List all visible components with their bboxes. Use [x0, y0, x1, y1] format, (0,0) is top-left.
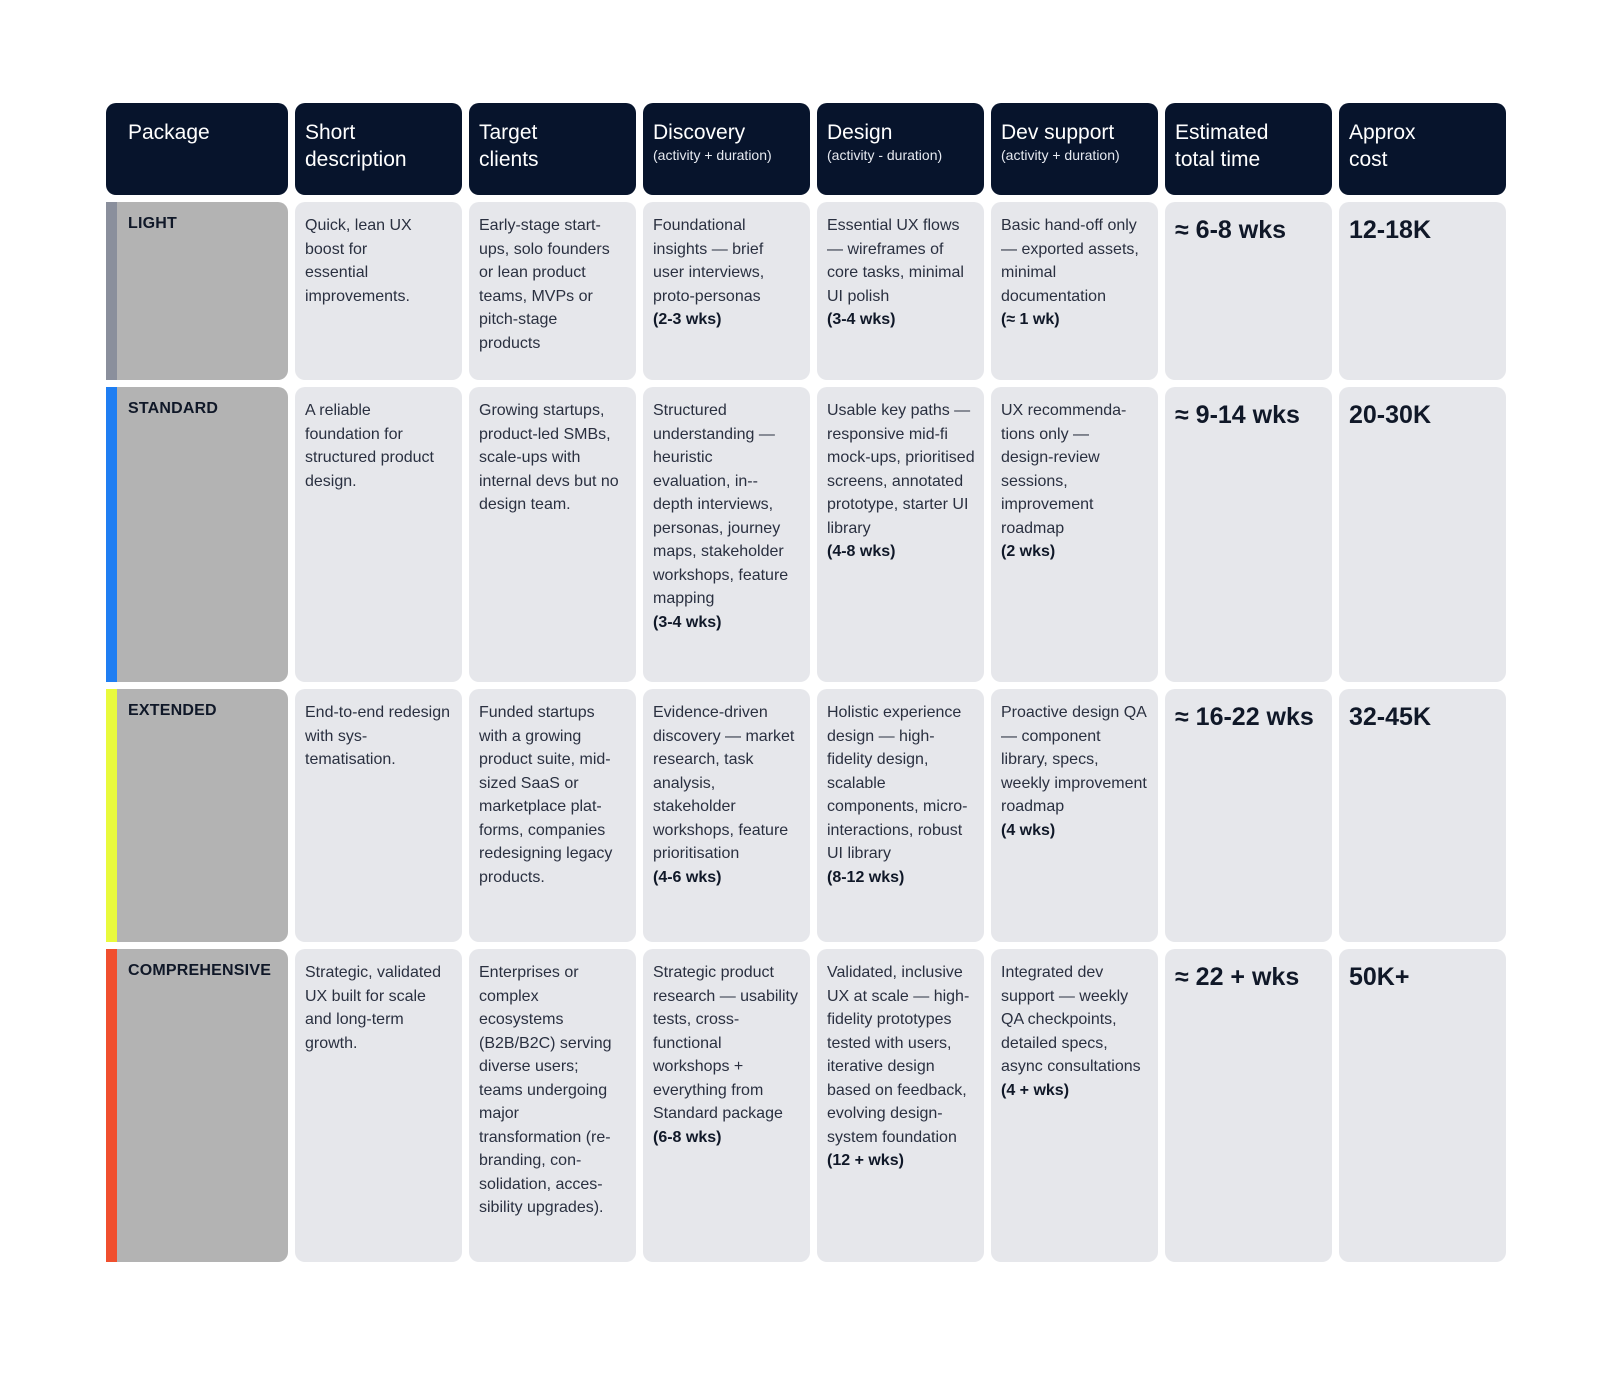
design-cell — [817, 202, 984, 380]
design-text: Validated, inclusive UX at scale — high-fidelity prototypes tested with users, iterative design based on feedback, evolving design-system foundation — [827, 964, 970, 1146]
discovery-cell — [643, 202, 810, 380]
dev-support-text: Integrated dev support — weekly QA checkpoints, detailed specs, async consultations — [1001, 964, 1141, 1075]
package-cell-extended — [106, 689, 288, 942]
cost-value: 12-18K — [1349, 216, 1431, 244]
dev-support-duration: (4 wks) — [1001, 821, 1056, 839]
package-cell-comprehensive — [106, 949, 288, 1262]
package-cell-light — [106, 202, 288, 380]
design-text: Essential UX flows — wireframes of core tasks, minimal UI polish — [827, 217, 964, 305]
header-approx-cost-label: Approx cost — [1349, 121, 1416, 171]
cost-cell — [1339, 949, 1506, 1262]
discovery-duration: (2-3 wks) — [653, 311, 722, 328]
dev-support-text: UX recommenda-tions only — design-review sessions, improvement roadmap — [1001, 402, 1127, 537]
header-discovery-label: Discovery — [653, 121, 746, 144]
total-time-value: ≈ 22 + wks — [1175, 963, 1300, 991]
header-short-description — [295, 103, 462, 195]
packages-table — [106, 103, 1503, 1262]
cost-value: 50K+ — [1349, 963, 1410, 991]
header-short-description-label: Short description — [305, 121, 407, 171]
description-cell — [295, 689, 462, 942]
total-time-cell — [1165, 949, 1332, 1262]
cost-value: 32-45K — [1349, 703, 1431, 731]
design-duration: (12 + wks) — [827, 1152, 904, 1169]
package-color-strip — [106, 949, 117, 1262]
total-time-value: ≈ 16-22 wks — [1175, 703, 1314, 731]
header-estimated-total-time — [1165, 103, 1332, 195]
design-duration: (3-4 wks) — [827, 311, 896, 328]
clients-cell — [469, 202, 636, 380]
description-cell — [295, 202, 462, 380]
discovery-cell — [643, 949, 810, 1262]
header-dev-support-label: Dev support — [1001, 121, 1115, 144]
clients-text: Enterprises or complex ecosystems (B2B/B2C) serving diverse users; teams undergoing major transformation (re-branding, con-solidation, acces-sibility upgrades). — [479, 964, 612, 1216]
cost-value: 20-30K — [1349, 401, 1431, 429]
description-cell — [295, 949, 462, 1262]
dev-support-duration: (4 + wks) — [1001, 1081, 1070, 1099]
dev-support-cell — [991, 689, 1158, 942]
header-discovery-sub: (activity + duration) — [653, 147, 772, 163]
clients-cell — [469, 387, 636, 682]
clients-cell — [469, 689, 636, 942]
header-approx-cost — [1339, 103, 1506, 195]
header-target-clients — [469, 103, 636, 195]
cost-cell — [1339, 387, 1506, 682]
description-text: Strategic, validated UX built for scale and long-term growth. — [305, 964, 442, 1052]
design-cell — [817, 689, 984, 942]
header-design-label: Design — [827, 121, 893, 144]
package-name: EXTENDED — [128, 702, 217, 719]
package-name: COMPREHENSIVE — [128, 962, 272, 979]
total-time-value: ≈ 6-8 wks — [1175, 216, 1286, 244]
cost-cell — [1339, 202, 1506, 380]
header-dev-support — [991, 103, 1158, 195]
dev-support-cell — [991, 387, 1158, 682]
discovery-duration: (3-4 wks) — [653, 613, 722, 631]
header-package — [106, 103, 288, 195]
package-name: STANDARD — [128, 400, 219, 417]
clients-text: Growing startups, product-led SMBs, scale-ups with internal devs but no design team. — [479, 402, 619, 513]
dev-support-cell — [991, 202, 1158, 380]
discovery-duration: (6-8 wks) — [653, 1128, 722, 1146]
header-discovery — [643, 103, 810, 195]
design-duration: (4-8 wks) — [827, 543, 896, 560]
clients-text: Funded startups with a growing product suite, mid-sized SaaS or marketplace plat-forms, companies redesigning legacy products. — [479, 704, 613, 886]
dev-support-duration: (≈ 1 wk) — [1001, 311, 1060, 328]
total-time-cell — [1165, 202, 1332, 380]
discovery-text: Foundational insights — brief user interviews, proto-personas — [653, 217, 765, 305]
dev-support-text: Basic hand-off only — exported assets, minimal documentation — [1001, 217, 1139, 305]
header-dev-support-sub: (activity + duration) — [1001, 147, 1120, 163]
total-time-value: ≈ 9-14 wks — [1175, 401, 1300, 429]
discovery-cell — [643, 689, 810, 942]
header-package-label: Package — [128, 121, 210, 144]
design-cell — [817, 387, 984, 682]
dev-support-text: Proactive design QA — component library, specs, weekly improvement roadmap — [1001, 704, 1147, 815]
cost-cell — [1339, 689, 1506, 942]
clients-cell — [469, 949, 636, 1262]
header-design — [817, 103, 984, 195]
discovery-text: Evidence-driven discovery — market research, task analysis, stakeholder workshops, feature prioritisation — [653, 704, 795, 862]
header-design-sub: (activity - duration) — [827, 147, 943, 163]
package-color-strip — [106, 387, 117, 682]
header-target-clients-label: Target clients — [479, 121, 539, 171]
dev-support-cell — [991, 949, 1158, 1262]
discovery-duration: (4-6 wks) — [653, 868, 722, 886]
package-cell-standard — [106, 387, 288, 682]
package-name: LIGHT — [128, 215, 177, 232]
discovery-cell — [643, 387, 810, 682]
package-color-strip — [106, 202, 117, 380]
description-cell — [295, 387, 462, 682]
discovery-text: Strategic product research — usability tests, cross-functional workshops + everything from Standard package — [653, 964, 798, 1122]
clients-text: Early-stage start-ups, solo founders or lean product teams, MVPs or pitch-stage products — [479, 217, 610, 352]
description-text: End-to-end redesign with sys-tematisation. — [305, 704, 450, 768]
description-text: A reliable foundation for structured product design. — [305, 402, 434, 490]
package-color-strip — [106, 689, 117, 942]
total-time-cell — [1165, 689, 1332, 942]
design-text: Holistic experience design — high-fidelity design, scalable components, micro-interactions, robust UI library — [827, 704, 968, 862]
discovery-text: Structured understanding — heuristic evaluation, in--depth interviews, personas, journey maps, stakeholder workshops, feature mapping — [653, 402, 789, 607]
design-cell — [817, 949, 984, 1262]
total-time-cell — [1165, 387, 1332, 682]
design-text: Usable key paths — responsive mid-fi mock-ups, prioritised screens, annotated prototype, starter UI library — [827, 402, 975, 537]
header-estimated-total-time-label: Estimated total time — [1175, 121, 1269, 171]
design-duration: (8-12 wks) — [827, 868, 905, 886]
description-text: Quick, lean UX boost for essential improvements. — [305, 217, 412, 305]
dev-support-duration: (2 wks) — [1001, 543, 1056, 560]
